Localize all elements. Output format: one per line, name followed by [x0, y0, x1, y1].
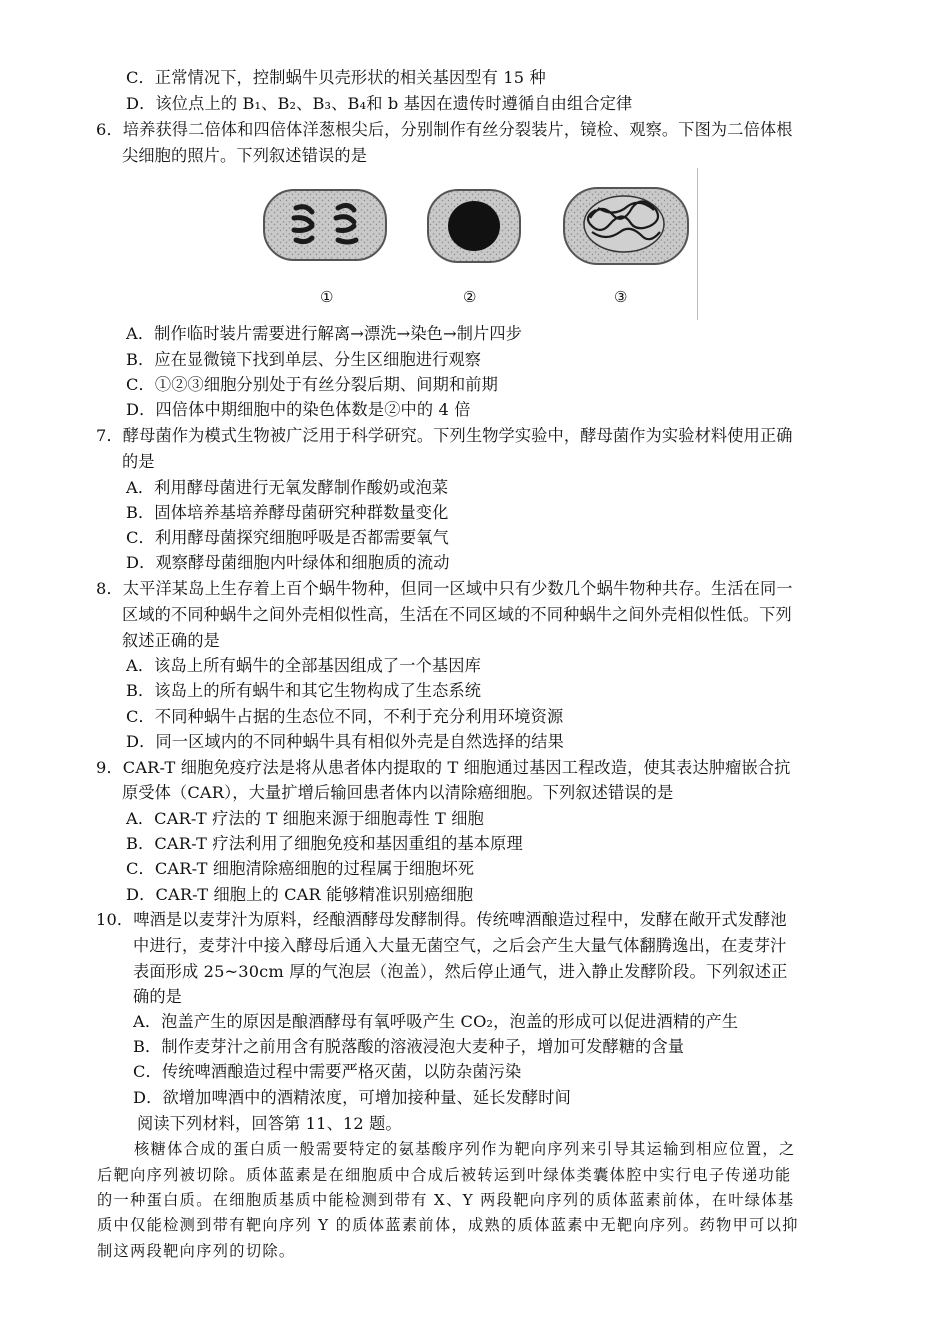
- reading-paragraph-line-4: 质中仅能检测到带有靶向序列 Y 的质体蓝素前体，成熟的质体蓝素中无靶向序列。药物甲可以抑: [97, 1216, 799, 1234]
- q8-option-d: D．同一区域内的不同种蜗牛具有相似外壳是自然选择的结果: [126, 732, 564, 751]
- q10-option-c: C．传统啤酒酿造过程中需要严格灭菌，以防杂菌污染: [133, 1062, 522, 1081]
- figure-label-3: ③: [614, 288, 628, 306]
- q7-option-a: A．利用酵母菌进行无氧发酵制作酸奶或泡菜: [126, 478, 449, 497]
- q7-stem-line-1: 7．酵母菌作为模式生物被广泛用于科学研究。下列生物学实验中，酵母菌作为实验材料使用正确: [96, 426, 793, 445]
- q8-option-c: C．不同种蜗牛占据的生态位不同，不利于充分利用环境资源: [126, 707, 564, 726]
- q9-stem-line-2: 原受体（CAR），大量扩增后输回患者体内以清除癌细胞。下列叙述错误的是: [122, 783, 674, 802]
- interphase-cell-icon: [428, 190, 520, 262]
- figure-label-2: ②: [463, 288, 477, 306]
- q8-option-b: B．该岛上的所有蜗牛和其它生物构成了生态系统: [126, 681, 482, 700]
- q7-option-d: D．观察酵母菌细胞内叶绿体和细胞质的流动: [126, 553, 450, 572]
- q6-stem-line-2: 尖细胞的照片。下列叙述错误的是: [122, 146, 368, 165]
- q8-stem-line-2: 区域的不同种蜗牛之间外壳相似性高，生活在不同区域的不同种蜗牛之间外壳相似性低。下列: [122, 605, 792, 624]
- figure-label-1: ①: [320, 288, 334, 306]
- reading-paragraph-line-3: 的一种蛋白质。在细胞质基质中能检测到带有 X、Y 两段靶向序列的质体蓝素前体，在叶绿体基: [97, 1191, 795, 1209]
- q8-option-a: A．该岛上所有蜗牛的全部基因组成了一个基因库: [126, 656, 481, 675]
- q9-option-b: B．CAR-T 疗法利用了细胞免疫和基因重组的基本原理: [126, 834, 523, 853]
- reading-intro: 阅读下列材料，回答第 11、12 题。: [137, 1114, 402, 1133]
- q10-option-b: B．制作麦芽汁之前用含有脱落酸的溶液浸泡大麦种子，增加可发酵糖的含量: [133, 1037, 685, 1056]
- reading-paragraph-line-2: 后靶向序列被切除。质体蓝素是在细胞质中合成后被转运到叶绿体类囊体腔中实行电子传递功能: [97, 1166, 792, 1184]
- q10-option-a: A．泡盖产生的原因是酿酒酵母有氧呼吸产生 CO₂，泡盖的形成可以促进酒精的产生: [133, 1012, 739, 1031]
- q10-stem-line-3: 表面形成 25~30cm 厚的气泡层（泡盖），然后停止通气，进入静止发酵阶段。下列叙述正: [133, 962, 788, 981]
- q6-option-a: A．制作临时装片需要进行解离→漂洗→染色→制片四步: [126, 324, 523, 343]
- q8-stem-line-1: 8．太平洋某岛上生存着上百个蜗牛物种，但同一区域中只有少数几个蜗牛物种共存。生活在同一: [96, 579, 793, 598]
- anaphase-cell-icon: [264, 190, 386, 260]
- q5-option-d: D．该位点上的 B₁、B₂、B₃、B₄和 b 基因在遗传时遵循自由组合定律: [126, 94, 633, 113]
- q7-stem-line-2: 的是: [122, 452, 155, 471]
- prophase-cell-icon: [564, 188, 688, 264]
- q7-option-b: B．固体培养基培养酵母菌研究种群数量变化: [126, 503, 449, 522]
- q6-option-b: B．应在显微镜下找到单层、分生区细胞进行观察: [126, 350, 482, 369]
- figure-edge-line: [697, 168, 698, 320]
- q9-stem-line-1: 9．CAR-T 细胞免疫疗法是将从患者体内提取的 T 细胞通过基因工程改造，使其表达肿瘤嵌合抗: [96, 758, 791, 777]
- q9-option-a: A．CAR-T 疗法的 T 细胞来源于细胞毒性 T 细胞: [126, 809, 484, 828]
- q6-option-d: D．四倍体中期细胞中的染色体数是②中的 4 倍: [126, 400, 471, 419]
- q7-option-c: C．利用酵母菌探究细胞呼吸是否都需要氧气: [126, 528, 449, 547]
- q10-stem-line-2: 中进行，麦芽汁中接入酵母后通入大量无菌空气，之后会产生大量气体翻腾逸出，在麦芽汁: [133, 936, 787, 955]
- q10-option-d: D．欲增加啤酒中的酒精浓度，可增加接种量、延长发酵时间: [133, 1088, 571, 1107]
- q6-option-c: C．①②③细胞分别处于有丝分裂后期、间期和前期: [126, 375, 498, 394]
- q8-stem-line-3: 叙述正确的是: [122, 631, 221, 650]
- q9-option-d: D．CAR-T 细胞上的 CAR 能够精准识别癌细胞: [126, 885, 474, 904]
- q9-option-c: C．CAR-T 细胞清除癌细胞的过程属于细胞坏死: [126, 859, 475, 878]
- q10-stem-line-1: 10．啤酒是以麦芽汁为原料，经酿酒酵母发酵制得。传统啤酒酿造过程中，发酵在敞开式发酵池: [96, 910, 787, 929]
- reading-paragraph-line-1: 核糖体合成的蛋白质一般需要特定的氨基酸序列作为靶向序列来引导其运输到相应位置，之: [134, 1140, 796, 1158]
- q10-stem-line-4: 确的是: [133, 987, 183, 1006]
- q6-stem-line-1: 6．培养获得二倍体和四倍体洋葱根尖后，分别制作有丝分裂装片，镜检、观察。下图为二倍体根: [96, 120, 793, 139]
- q5-option-c: C．正常情况下，控制蜗牛贝壳形状的相关基因型有 15 种: [126, 68, 546, 87]
- reading-paragraph-line-5: 制这两段靶向序列的切除。: [97, 1242, 296, 1260]
